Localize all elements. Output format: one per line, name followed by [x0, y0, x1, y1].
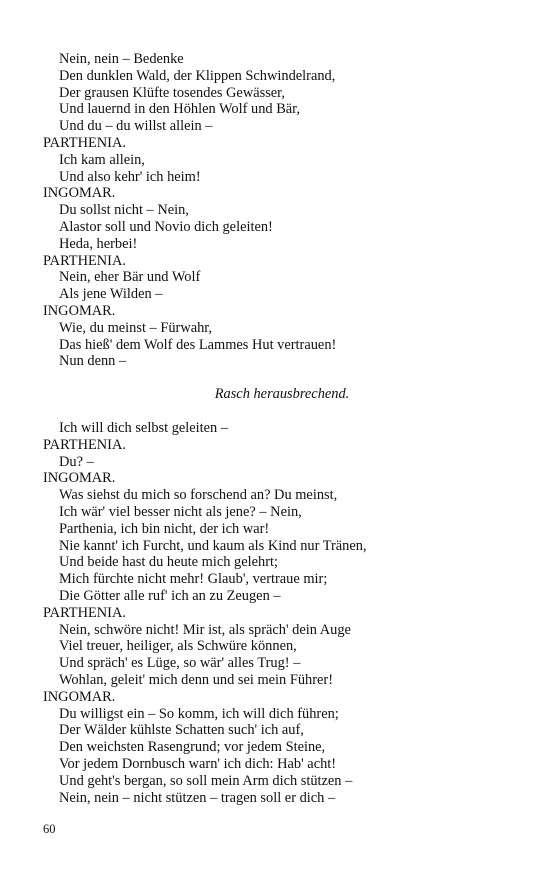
verse-line: Den dunklen Wald, der Klippen Schwindelrand,: [59, 67, 336, 84]
verse-line: Du willigst ein – So komm, ich will dich führen;: [59, 705, 339, 722]
verse-line: Heda, herbei!: [59, 235, 138, 252]
verse-line: Nun denn –: [59, 353, 127, 370]
verse-line: Und du – du willst allein –: [59, 118, 213, 135]
verse-line: Und geht's bergan, so soll mein Arm dich stützen –: [59, 772, 353, 789]
dialogue-block-1: [0, 51, 550, 370]
verse-line: Das hieß' dem Wolf des Lammes Hut vertrauen!: [59, 336, 337, 353]
verse-line: Den weichsten Rasengrund; vor jedem Steine,: [59, 739, 326, 756]
verse-line: Ich will dich selbst geleiten –: [59, 420, 229, 436]
speaker-name: PARTHENIA.: [43, 436, 126, 453]
verse-line: Parthenia, ich bin nicht, der ich war!: [59, 520, 270, 537]
verse-line: Wohlan, geleit' mich denn und sei mein Führer!: [59, 671, 333, 688]
verse-line: Als jene Wilden –: [59, 286, 163, 303]
verse-line: Mich fürchte nicht mehr! Glaub', vertraue mir;: [59, 571, 328, 588]
verse-line: Nein, eher Bär und Wolf: [59, 269, 201, 286]
verse-line: Vor jedem Dornbusch warn' ich dich: Hab' acht!: [59, 755, 337, 772]
stage-direction: Rasch herausbrechend.: [214, 386, 350, 402]
verse-line: Ich wär' viel besser nicht als jene? – Nein,: [59, 503, 302, 520]
speaker-name: PARTHENIA.: [43, 134, 126, 151]
verse-line: Nein, nein – nicht stützen – tragen soll er dich –: [59, 789, 336, 806]
verse-line: Die Götter alle ruf' ich an zu Zeugen –: [59, 587, 281, 604]
verse-line: Wie, du meinst – Fürwahr,: [59, 319, 213, 336]
verse-line: Nein, nein – Bedenke: [59, 51, 184, 67]
speaker-name: INGOMAR.: [43, 470, 116, 487]
verse-line: Der grausen Klüfte tosendes Gewässer,: [59, 84, 285, 101]
verse-line: Du sollst nicht – Nein,: [59, 202, 189, 219]
verse-line: Alastor soll und Novio dich geleiten!: [59, 218, 273, 235]
verse-line: Der Wälder kühlste Schatten such' ich auf,: [59, 722, 304, 739]
verse-line: Viel treuer, heiliger, als Schwüre können,: [59, 638, 297, 655]
verse-line: Was siehst du mich so forschend an? Du meinst,: [59, 487, 338, 504]
speaker-name: INGOMAR.: [43, 185, 116, 202]
speaker-name: PARTHENIA.: [43, 604, 126, 621]
verse-line: Und spräch' es Lüge, so wär' alles Trug! –: [59, 655, 301, 672]
verse-line: Ich kam allein,: [59, 151, 145, 168]
speaker-name: PARTHENIA.: [43, 252, 126, 269]
verse-line: Und also kehr' ich heim!: [59, 168, 201, 185]
verse-line: Und beide hast du heute mich gelehrt;: [59, 554, 278, 571]
dialogue-block-2: [0, 420, 550, 806]
speaker-name: INGOMAR.: [43, 302, 116, 319]
verse-line: Nie kannt' ich Furcht, und kaum als Kind nur Tränen,: [59, 537, 367, 554]
speaker-name: INGOMAR.: [43, 688, 116, 705]
verse-line: Du? –: [59, 453, 94, 470]
verse-line: Und lauernd in den Höhlen Wolf und Bär,: [59, 101, 300, 118]
page-number: 60: [43, 822, 56, 836]
verse-line: Nein, schwöre nicht! Mir ist, als spräch' dein Auge: [59, 621, 351, 638]
